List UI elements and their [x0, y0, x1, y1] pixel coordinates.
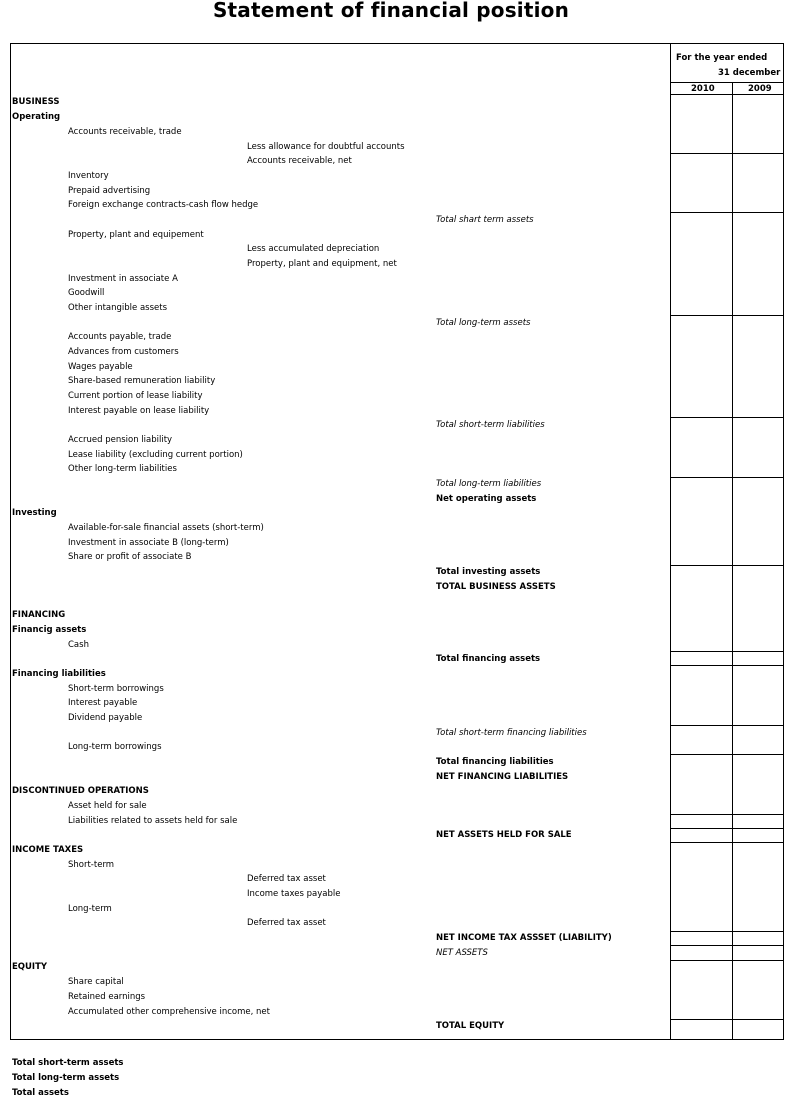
statement-row: Financing liabilities — [12, 669, 106, 679]
column-divider-left — [670, 43, 671, 1040]
statement-row: Inventory — [68, 171, 109, 181]
statement-row: Current portion of lease liability — [68, 391, 203, 401]
value-rule — [670, 82, 784, 83]
statement-row: Total short-term liabilities — [436, 420, 545, 430]
statement-row: Total long-term liabilities — [436, 479, 542, 489]
statement-row: Total shart term assets — [436, 215, 534, 225]
value-rule — [670, 212, 784, 213]
statement-row: Less allowance for doubtful accounts — [247, 142, 405, 152]
value-rule — [670, 754, 784, 755]
statement-row: Total short-term financing liabilities — [436, 728, 587, 738]
statement-row: Investment in associate A — [68, 274, 178, 284]
statement-row: Retained earnings — [68, 992, 146, 1002]
statement-row: Accounts payable, trade — [68, 332, 172, 342]
value-rule — [670, 417, 784, 418]
statement-row: Accounts receivable, net — [247, 156, 352, 166]
statement-row: Total financing assets — [436, 654, 541, 664]
value-rule — [670, 477, 784, 478]
value-rule — [670, 814, 784, 815]
footer-total-label: Total long-term assets — [12, 1073, 120, 1083]
page-title: Statement of financial position — [212, 0, 570, 22]
statement-row: Income taxes payable — [247, 889, 341, 899]
statement-row: Short-term borrowings — [68, 684, 164, 694]
statement-row: Goodwill — [68, 288, 105, 298]
statement-row: EQUITY — [12, 962, 48, 972]
statement-row: Asset held for sale — [68, 801, 147, 811]
statement-row: Cash — [68, 640, 89, 650]
statement-row: Property, plant and equipement — [68, 230, 204, 240]
value-rule — [670, 725, 784, 726]
statement-row: Lease liability (excluding current portion) — [68, 450, 243, 460]
statement-row: Share capital — [68, 977, 124, 987]
statement-row: Deferred tax asset — [247, 874, 326, 884]
statement-row: NET FINANCING LIABILITIES — [436, 772, 569, 782]
statement-row: Interest payable on lease liability — [68, 406, 210, 416]
statement-row: Wages payable — [68, 362, 133, 372]
column-header-2010: 2010 — [691, 84, 715, 94]
statement-row: FINANCING — [12, 610, 66, 620]
footer-total-label: Total assets — [12, 1088, 69, 1098]
value-rule — [670, 842, 784, 843]
statement-row: Foreign exchange contracts-cash flow hedge — [68, 200, 259, 210]
value-rule — [670, 315, 784, 316]
statement-row: DISCONTINUED OPERATIONS — [12, 786, 149, 796]
value-rule — [670, 960, 784, 961]
statement-row: Available-for-sale financial assets (short-term) — [68, 523, 264, 533]
value-rule — [670, 1019, 784, 1020]
statement-row: Liabilities related to assets held for sale — [68, 816, 238, 826]
statement-row: Accrued pension liability — [68, 435, 173, 445]
statement-row: Other long-term liabilities — [68, 464, 177, 474]
value-rule — [670, 828, 784, 829]
statement-row: Share-based remuneration liability — [68, 376, 216, 386]
period-label-line1: For the year ended — [676, 53, 768, 63]
statement-row: Share or profit of associate B — [68, 552, 192, 562]
statement-row: Less accumulated depreciation — [247, 244, 380, 254]
statement-row: Deferred tax asset — [247, 918, 326, 928]
statement-row: Investment in associate B (long-term) — [68, 538, 229, 548]
statement-row: Long-term borrowings — [68, 742, 162, 752]
statement-row: Operating — [12, 112, 61, 122]
statement-row: Accounts receivable, trade — [68, 127, 182, 137]
value-rule — [670, 94, 784, 95]
statement-row: Net operating assets — [436, 494, 537, 504]
statement-row: TOTAL EQUITY — [436, 1021, 505, 1031]
statement-row: Dividend payable — [68, 713, 143, 723]
value-rule — [670, 931, 784, 932]
statement-row: NET ASSETS — [436, 948, 488, 958]
statement-row: BUSINESS — [12, 97, 60, 107]
column-header-2009: 2009 — [748, 84, 772, 94]
period-label-line2: 31 december — [718, 68, 781, 78]
value-rule — [670, 565, 784, 566]
statement-row: Interest payable — [68, 698, 138, 708]
statement-row: Short-term — [68, 860, 115, 870]
statement-row: Financig assets — [12, 625, 87, 635]
footer-total-label: Total short-term assets — [12, 1058, 124, 1068]
statement-row: Investing — [12, 508, 57, 518]
statement-row: Total investing assets — [436, 567, 541, 577]
value-rule — [670, 153, 784, 154]
statement-row: NET INCOME TAX ASSSET (LIABILITY) — [436, 933, 612, 943]
statement-row: TOTAL BUSINESS ASSETS — [436, 582, 556, 592]
statement-row: NET ASSETS HELD FOR SALE — [436, 830, 572, 840]
statement-row: Property, plant and equipment, net — [247, 259, 397, 269]
statement-row: Total long-term assets — [436, 318, 531, 328]
statement-row: INCOME TAXES — [12, 845, 84, 855]
column-divider-right — [732, 82, 733, 1040]
value-rule — [670, 945, 784, 946]
statement-row: Accumulated other comprehensive income, net — [68, 1007, 270, 1017]
statement-row: Total financing liabilities — [436, 757, 554, 767]
statement-row: Advances from customers — [68, 347, 179, 357]
value-rule — [670, 651, 784, 652]
statement-row: Long-term — [68, 904, 112, 914]
value-rule — [670, 665, 784, 666]
statement-row: Prepaid advertising — [68, 186, 151, 196]
statement-row: Other intangible assets — [68, 303, 168, 313]
